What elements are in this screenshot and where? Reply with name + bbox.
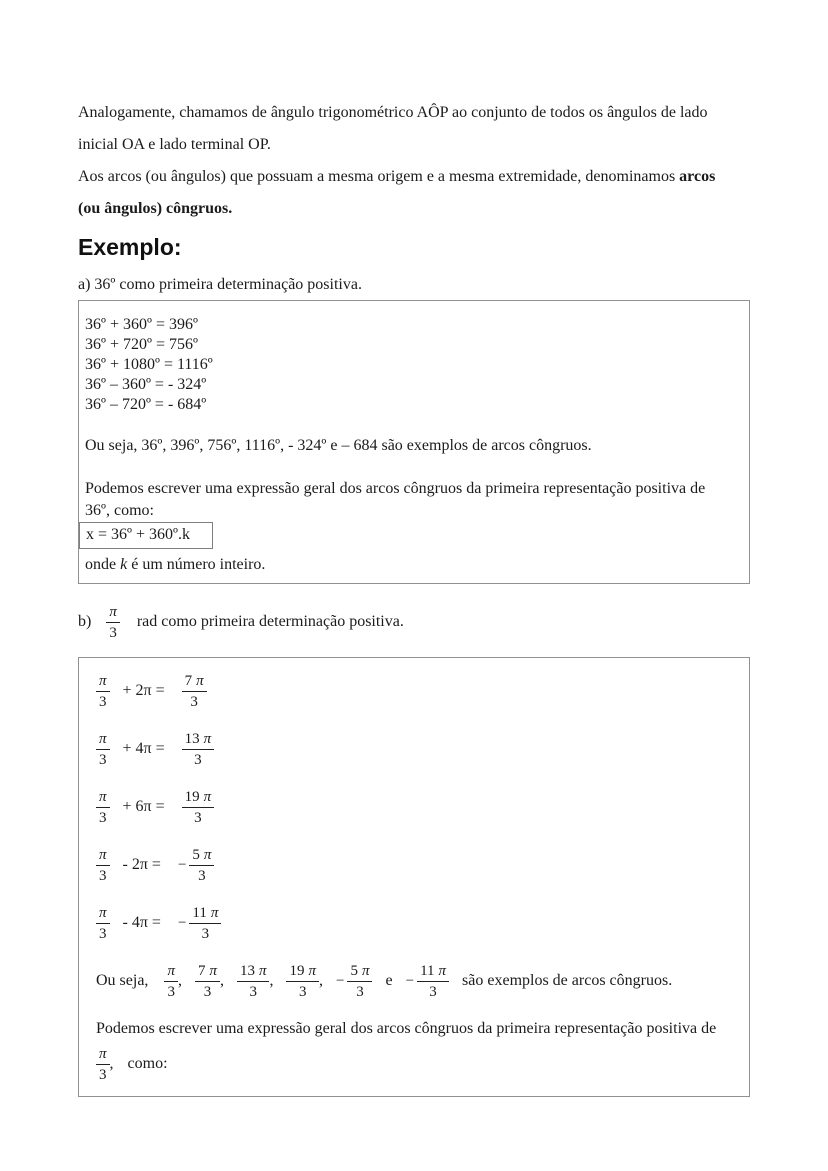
operator: + 6π = <box>122 798 165 815</box>
variable-k: k <box>120 556 128 573</box>
fraction-left: $\frac{\pi}{3}$ <box>96 788 110 827</box>
summary-fraction: $\frac{13 \pi}{3}$ , <box>237 972 274 989</box>
final-expression-intro: Podemos escrever uma expressão geral dos arcos côngruos da primeira representação positiva de <box>96 1020 717 1037</box>
integer-note: onde k é um número inteiro. <box>85 556 266 573</box>
fraction-right: $\frac{7 \pi}{3}$ <box>182 672 207 711</box>
example-a-box <box>78 300 750 584</box>
intro-line-4: (ou ângulos) côngruos. <box>78 200 233 217</box>
congruent-equation: 36º + 360º = 396º <box>85 316 198 333</box>
congruent-equation: 36º + 1080º = 1116º <box>85 356 213 373</box>
intro-line-3 <box>78 161 750 193</box>
intro-paragraph <box>78 97 750 225</box>
item-b-suffix: rad como primeira determinação positiva. <box>136 613 404 630</box>
summary-fraction: − $\frac{11 \pi}{3}$ <box>406 972 449 989</box>
operator: + 4π = <box>122 740 165 757</box>
intro-line-2: inicial OA e lado terminal OP. <box>78 136 271 153</box>
intro-line-3-bold: arcos <box>679 168 716 185</box>
formula-box <box>79 522 213 549</box>
conjunction: e <box>385 972 393 989</box>
equation-row <box>96 783 741 831</box>
item-b-label <box>78 600 750 644</box>
intro-line-1: Analogamente, chamamos de ângulo trigonométrico AÔP ao conjunto de todos os ângulos de lado <box>78 104 708 121</box>
pi-fraction: $\frac{\pi}{3}$ <box>106 603 120 642</box>
fraction-left: $\frac{\pi}{3}$ <box>96 846 110 885</box>
fraction-right: $\frac{13 \pi}{3}$ <box>182 730 215 769</box>
general-expression-intro-line2: 36º, como: <box>85 502 154 519</box>
example-b-box <box>78 657 750 1097</box>
equation-row <box>96 899 741 947</box>
item-b-prefix: b) <box>78 613 92 630</box>
equations-summary: Ou seja, 36º, 396º, 756º, 1116º, - 324º e – 684 são exemplos de arcos côngruos. <box>85 437 592 454</box>
summary-fraction: $\frac{19 \pi}{3}$ , <box>286 972 323 989</box>
general-expression-intro-line1: Podemos escrever uma expressão geral dos arcos côngruos da primeira representação positiva de <box>85 480 706 497</box>
equation-row <box>96 725 741 773</box>
equation-row <box>96 667 741 715</box>
fraction-right: $\frac{5 \pi}{3}$ <box>189 846 214 885</box>
operator: - 2π = <box>122 856 161 873</box>
minus-sign: − <box>177 856 187 873</box>
summary-fraction: − $\frac{5 \pi}{3}$ <box>336 972 372 989</box>
item-a-label: a) 36º como primeira determinação positiva. <box>78 276 362 293</box>
summary-fraction: $\frac{\pi}{3}$ , <box>164 972 182 989</box>
fraction-left: $\frac{\pi}{3}$ <box>96 672 110 711</box>
fraction-left: $\frac{\pi}{3}$ <box>96 730 110 769</box>
section-heading: Exemplo: <box>78 234 182 260</box>
fraction-right: $\frac{11 \pi}{3}$ <box>189 904 221 943</box>
summary-prefix: Ou seja, <box>96 972 149 989</box>
operator: + 2π = <box>122 682 165 699</box>
final-expression-fraction-line <box>96 1042 741 1086</box>
summary-suffix: são exemplos de arcos côngruos. <box>462 972 673 989</box>
intro-line-3-text: Aos arcos (ou ângulos) que possuam a mesma origem e a mesma extremidade, denominamos <box>78 168 680 185</box>
fraction-left: $\frac{\pi}{3}$ <box>96 904 110 943</box>
formula-text: x = 36º + 360º.k <box>86 526 190 543</box>
operator: - 4π = <box>122 914 161 931</box>
pi-fraction: $\frac{\pi}{3}$ <box>96 1045 110 1084</box>
congruent-equation: 36º + 720º = 756º <box>85 336 198 353</box>
summary-fraction: $\frac{7 \pi}{3}$ , <box>195 972 224 989</box>
minus-sign: − <box>177 914 187 931</box>
fraction-right: $\frac{19 \pi}{3}$ <box>182 788 215 827</box>
congruent-equation: 36º – 360º = - 324º <box>85 376 207 393</box>
congruent-equation: 36º – 720º = - 684º <box>85 396 207 413</box>
final-comma: , <box>109 1055 114 1072</box>
final-como-label: como: <box>127 1055 168 1072</box>
fractions-summary <box>96 957 741 1005</box>
equation-row <box>96 841 741 889</box>
